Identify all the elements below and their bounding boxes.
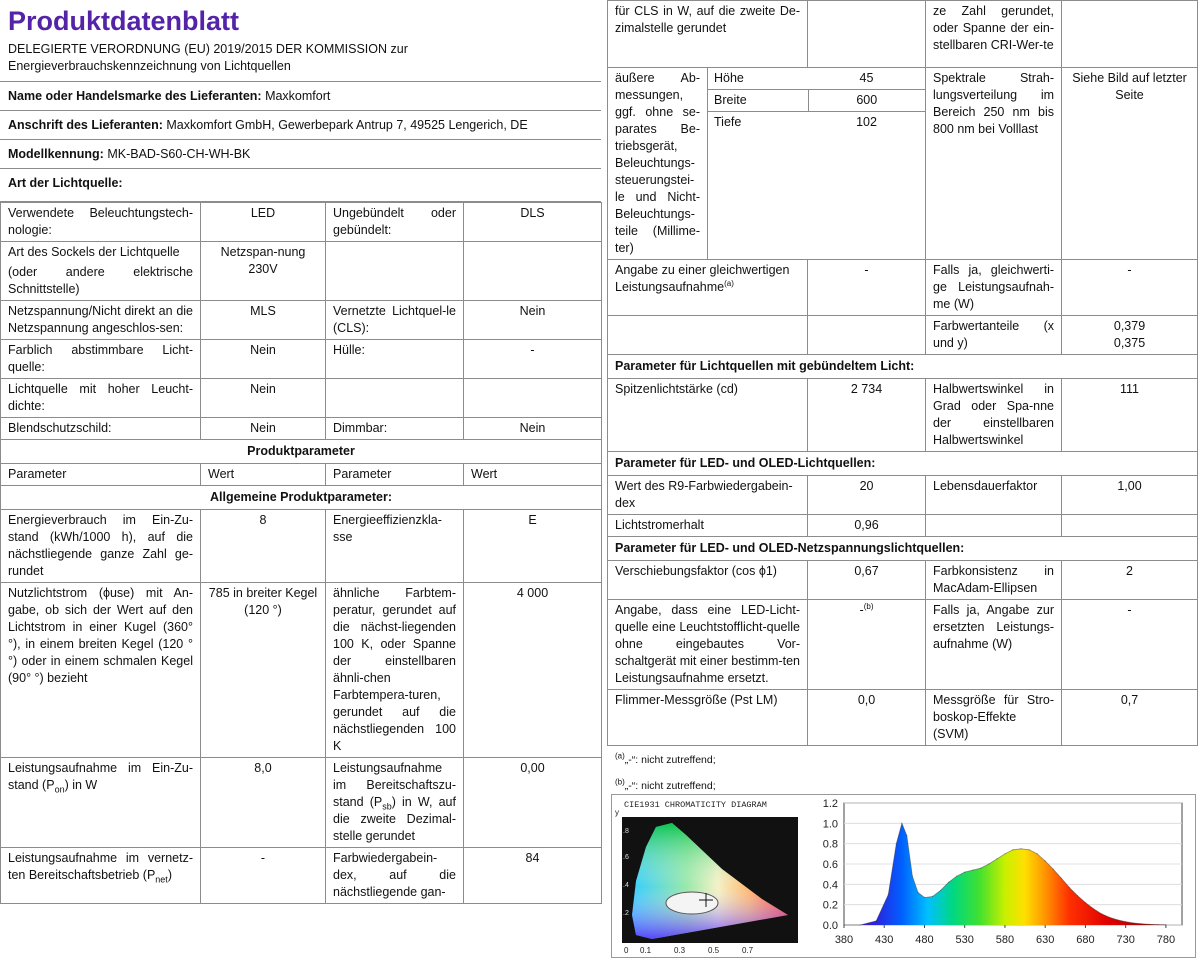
socket-note: (oder andere elektrische Schnittstelle)	[8, 265, 193, 296]
cell-value: -	[201, 848, 326, 904]
cell-value: Nein	[464, 301, 602, 340]
depth-value: 102	[856, 115, 877, 129]
cell-value: 0,96	[808, 515, 926, 537]
section-led-parameters: Parameter für LED- und OLED-Lichtquellen:	[608, 452, 1198, 476]
cie-y-tick: .2	[623, 910, 629, 917]
spd-y-tick: 1.2	[822, 798, 838, 810]
cell-value: 785 in breiter Kegel (120 °)	[201, 583, 326, 758]
cell-param: Netzspannung/Nicht direkt an die Netzspannung angeschlos-sen:	[1, 301, 201, 340]
depth-label: Tiefe	[714, 115, 742, 129]
column-header: Wert	[201, 464, 326, 486]
cell-param: Blendschutzschild:	[1, 418, 201, 440]
text-part: -	[859, 603, 864, 617]
spd-point	[1061, 878, 1062, 879]
chromaticity-x: 0,379	[1113, 319, 1146, 333]
table-row	[1, 418, 602, 440]
address-label: Anschrift des Lieferanten:	[8, 118, 163, 132]
cell-value: 2 734	[808, 379, 926, 452]
spd-point	[924, 897, 925, 898]
page-title: Produktdatenblatt	[8, 6, 240, 36]
spd-x-tick: 730	[1116, 934, 1135, 946]
table-row	[608, 260, 1198, 316]
table-row	[1, 510, 602, 583]
spd-point	[1077, 895, 1078, 896]
cie-chromaticity-diagram	[612, 795, 798, 955]
footnote-text: „-“: nicht zutreffend;	[624, 754, 716, 766]
charts-panel	[611, 794, 1196, 958]
section-header-row	[608, 537, 1198, 561]
spd-y-tick: 1.0	[822, 818, 838, 831]
text-part: )	[167, 868, 172, 882]
lightsource-type-label: Art der Lichtquelle:	[8, 176, 123, 190]
cie-y-tick: .6	[623, 854, 629, 861]
cell-param: Farbwiedergabein-dex, auf die nächstliegende gan-	[326, 848, 464, 904]
cell-param: Nutzlichtstrom (ϕuse) mit An-gabe, ob sich der Wert auf den Lichtstrom in einer Kugel (360° °), in einem breiten Kegel (120 °°) oder in einem schmalen Kegel (90° °) bezieht	[1, 583, 201, 758]
cie-y-tick: .4	[623, 882, 629, 889]
section-general-parameters: Allgemeine Produktparameter:	[1, 486, 602, 510]
table-row	[608, 515, 1198, 537]
column-header: Parameter	[326, 464, 464, 486]
cell-param	[1, 848, 201, 904]
cell-param: Spektrale Strah-lungsverteilung im Bereich 250 nm bis 800 nm bei Volllast	[926, 68, 1062, 260]
text-part: Leistungsaufnahme im Bereitschaftszu-stand (P	[333, 761, 456, 809]
cell-value: 0,67	[808, 561, 926, 600]
cell-param: Messgröße für Stro-boskop-Effekte (SVM)	[926, 690, 1062, 746]
cell-param: Verschiebungsfaktor (cos ϕ1)	[608, 561, 808, 600]
spd-point	[1093, 908, 1094, 909]
supplier-label: Name oder Handelsmarke des Lieferanten:	[8, 89, 262, 103]
cie-x-tick: 0.3	[674, 946, 686, 955]
spd-point	[948, 882, 949, 883]
spd-point	[917, 892, 918, 893]
cie-title: CIE1931 CHROMATICITY DIAGRAM	[624, 800, 767, 810]
spd-y-tick: 0.2	[822, 899, 838, 912]
supplier-value: Maxkomfort	[265, 89, 331, 103]
spd-point	[1101, 913, 1102, 914]
dimension-row	[708, 112, 925, 134]
cell-value: Nein	[201, 379, 326, 418]
subscript: on	[54, 784, 65, 795]
spd-x-tick: 530	[955, 934, 974, 946]
cell-param: Energieverbrauch im Ein-Zu-stand (kWh/1000 h), auf die nächstliegende ganze Zahl ge-rundet	[1, 510, 201, 583]
spd-point	[1069, 887, 1070, 888]
cell-param: ähnliche Farbtem-peratur, gerundet auf die nächst-liegenden 100 K, oder Spanne der einstellbaren ähnli-chen Farbtempera-turen, gerundet auf die nächstliegenden 100 K	[326, 583, 464, 758]
column-header-row	[1, 464, 602, 486]
spd-x-tick: 380	[834, 934, 854, 946]
text-part: Angabe zu einer gleichwertigen Leistungsaufnahme	[615, 263, 790, 294]
spectral-power-chart	[804, 795, 1194, 955]
cell-value	[464, 242, 602, 301]
cell-param: Halbwertswinkel in Grad oder Spa-nne der einstellbaren Halbwertswinkel	[926, 379, 1062, 452]
cell-value: 4 000	[464, 583, 602, 758]
model-row	[0, 140, 601, 169]
spd-point	[901, 823, 902, 824]
spd-point	[1149, 924, 1150, 925]
section-header-row	[1, 440, 602, 464]
spd-point	[980, 868, 981, 869]
cell-value: -	[464, 340, 602, 379]
cell-value: -	[1062, 260, 1198, 316]
subscript: net	[155, 874, 168, 885]
spd-x-tick-labels	[835, 934, 1175, 946]
socket-label: Art des Sockels der Lichtquelle	[8, 245, 180, 259]
spd-x-tick: 780	[1156, 934, 1176, 946]
cell-param	[326, 242, 464, 301]
spd-x-tick: 580	[995, 934, 1015, 946]
model-value: MK-BAD-S60-CH-WH-BK	[107, 147, 251, 161]
table-row	[608, 316, 1198, 355]
cell-value: Nein	[201, 418, 326, 440]
cell-param: für CLS in W, auf die zweite De-zimalstelle gerundet	[608, 1, 808, 68]
dimension-row	[708, 90, 925, 112]
spd-point	[860, 924, 861, 925]
spd-y-tick: 0.4	[822, 879, 838, 892]
footnote-mark: (a)	[615, 751, 625, 761]
spd-point	[1165, 924, 1166, 925]
spd-point	[876, 920, 877, 921]
text-part: ) in W, auf die zweite Dezimal-stelle gerundet	[333, 795, 456, 843]
cell-param: Farbwertanteile (x und y)	[926, 316, 1062, 355]
width-value: 600	[808, 90, 925, 112]
cie-x-tick: 0	[624, 946, 629, 955]
spd-point	[972, 870, 973, 871]
spd-y-tick-labels	[823, 798, 838, 932]
spd-point	[843, 924, 844, 925]
column-header: Parameter	[1, 464, 201, 486]
table-row	[608, 561, 1198, 600]
cie-y-tick: .8	[623, 828, 629, 835]
column-header: Wert	[464, 464, 602, 486]
table-row	[608, 1, 1198, 68]
address-value: Maxkomfort GmbH, Gewerbepark Antrup 7, 49525 Lengerich, DE	[166, 118, 528, 132]
cell-param: Lichtquelle mit hoher Leucht-dichte:	[1, 379, 201, 418]
cell-value: 8	[201, 510, 326, 583]
cell-value: Siehe Bild auf letzter Seite	[1062, 68, 1198, 260]
height-label: Höhe	[714, 71, 744, 85]
cell-value: DLS	[464, 203, 602, 242]
dimensions-values	[708, 68, 926, 260]
cell-param: ze Zahl gerundet, oder Spanne der ein-stellbaren CRI-Wer-te	[926, 1, 1062, 68]
section-mains-parameters: Parameter für LED- und OLED-Netzspannungslichtquellen:	[608, 537, 1198, 561]
subscript: sb	[382, 801, 392, 812]
cell-value: E	[464, 510, 602, 583]
cell-param: Farbkonsistenz in MacAdam-Ellipsen	[926, 561, 1062, 600]
chromaticity-y: 0,375	[1113, 336, 1146, 350]
table-row	[1, 301, 602, 340]
table-row	[608, 690, 1198, 746]
cell-param: Falls ja, Angabe zur ersetzten Leistungs-aufnahme (W)	[926, 600, 1062, 690]
text-part: ) in W	[64, 778, 98, 792]
table-row	[608, 600, 1198, 690]
cell-value: Nein	[464, 418, 602, 440]
table-row	[1, 848, 602, 904]
cell-param: Verwendete Beleuchtungstech-nologie:	[1, 203, 201, 242]
spd-point	[1085, 902, 1086, 903]
cell-value: Netzspan-nung 230V	[201, 242, 326, 301]
table-row	[1, 340, 602, 379]
spd-point	[1117, 919, 1118, 920]
cell-param: Flimmer-Messgröße (Pst LM)	[608, 690, 808, 746]
spd-point	[1157, 924, 1158, 925]
spd-point	[1133, 922, 1134, 923]
footnote-a	[607, 750, 1197, 772]
cell-value: 8,0	[201, 758, 326, 848]
cell-value	[1062, 316, 1198, 355]
footnote-text: „-“: nicht zutreffend;	[624, 780, 716, 792]
spd-point	[888, 894, 889, 895]
cell-value	[1062, 515, 1198, 537]
spd-point	[896, 843, 897, 844]
cell-value: 20	[808, 476, 926, 515]
cie-x-tick: 0.1	[640, 946, 652, 955]
dimensions-row	[608, 68, 1198, 260]
spd-point	[1053, 869, 1054, 870]
cell-param: Angabe, dass eine LED-Licht-quelle eine Leuchtstofflicht-quelle ohne eingebautes Vor-schaltgerät mit einer bestimm-ten Leistungsaufnahme ersetzt.	[608, 600, 808, 690]
cell-value	[808, 316, 926, 355]
spd-x-tick: 480	[915, 934, 934, 946]
spd-point	[1037, 853, 1038, 854]
cell-value: 2	[1062, 561, 1198, 600]
width-label: Breite	[708, 90, 808, 112]
cie-ylabel: y	[615, 808, 619, 817]
cell-param: Energieeffizienzkla-sse	[326, 510, 464, 583]
cell-param: Lichtstromerhalt	[608, 515, 808, 537]
height-value: 45	[859, 71, 874, 85]
cell-value: LED	[201, 203, 326, 242]
spd-x-tick: 680	[1076, 934, 1095, 946]
cie-x-tick: 0.5	[708, 946, 720, 955]
spd-y-tick: 0.0	[822, 920, 838, 932]
cell-value: 0,0	[808, 690, 926, 746]
table-row	[1, 758, 602, 848]
cell-param	[608, 316, 808, 355]
text-part: Leistungsaufnahme im vernetz-ten Bereitschaftsbetrieb (P	[8, 851, 193, 882]
cell-param: Vernetzte Lichtquel-le (CLS):	[326, 301, 464, 340]
spd-point	[988, 863, 989, 864]
right-data-table	[607, 0, 1198, 746]
cie-x-tick: 0.7	[742, 946, 754, 955]
spd-y-tick: 0.6	[822, 859, 838, 871]
cell-param	[326, 379, 464, 418]
spd-x-tick: 630	[1036, 934, 1055, 946]
footnote-mark: (b)	[615, 777, 625, 787]
dimension-row	[708, 68, 925, 90]
spd-point	[1109, 917, 1110, 918]
spd-point	[956, 876, 957, 877]
supplier-row	[0, 82, 601, 111]
cell-value: Nein	[201, 340, 326, 379]
cell-param	[1, 758, 201, 848]
section-product-parameters: Produktparameter	[1, 440, 602, 464]
right-column	[607, 0, 1197, 798]
text-part: Leistungsaufnahme im Ein-Zu-stand (P	[8, 761, 193, 792]
cell-param	[926, 515, 1062, 537]
table-row	[1, 379, 602, 418]
spd-point	[1045, 860, 1046, 861]
spd-x-tick: 430	[875, 934, 894, 946]
lightsource-type-row	[0, 169, 601, 202]
spd-point	[1029, 849, 1030, 850]
cell-value	[464, 379, 602, 418]
spd-y-tick: 0.8	[822, 838, 838, 851]
section-beam-parameters: Parameter für Lichtquellen mit gebündeltem Licht:	[608, 355, 1198, 379]
dimensions-label: äußere Ab-messungen, ggf. ohne se-parates Be-triebsgerät, Beleuchtungs-steuerungstei-le und Nicht-Beleuchtungs-teile (Millime-ter)	[608, 68, 708, 260]
section-header-row	[608, 452, 1198, 476]
cell-value: 84	[464, 848, 602, 904]
spd-point	[1141, 923, 1142, 924]
cell-param: Ungebündelt oder gebündelt:	[326, 203, 464, 242]
cell-value	[1062, 1, 1198, 68]
table-row	[608, 379, 1198, 452]
spd-point	[912, 876, 913, 877]
spd-point	[996, 858, 997, 859]
spd-point	[1012, 849, 1013, 850]
section-header-row	[608, 355, 1198, 379]
cell-value: -	[1062, 600, 1198, 690]
regulation-text: DELEGIERTE VERORDNUNG (EU) 2019/2015 DER KOMMISSION zur Energieverbrauchskennzeichnung von Lichtquellen	[0, 41, 601, 82]
cell-value: MLS	[201, 301, 326, 340]
cell-value: 0,00	[464, 758, 602, 848]
cell-param: Falls ja, gleichwerti-ge Leistungsaufnah-me (W)	[926, 260, 1062, 316]
cell-value	[808, 600, 926, 690]
spd-point	[1004, 853, 1005, 854]
cell-value: 1,00	[1062, 476, 1198, 515]
section-header-row	[1, 486, 602, 510]
cell-param	[326, 758, 464, 848]
cell-param	[608, 260, 808, 316]
superscript: (a)	[724, 278, 734, 288]
table-row	[608, 476, 1198, 515]
superscript: (b)	[863, 601, 874, 611]
dimensions-subtable	[708, 68, 925, 133]
table-row	[1, 203, 602, 242]
cell-param: Lebensdauerfaktor	[926, 476, 1062, 515]
spd-point	[964, 872, 965, 873]
cell-value: 0,7	[1062, 690, 1198, 746]
cell-param: Farblich abstimmbare Licht-quelle:	[1, 340, 201, 379]
model-label: Modellkennung:	[8, 147, 104, 161]
address-row	[0, 111, 601, 140]
cie-ellipse	[666, 892, 718, 914]
spd-point	[1020, 848, 1021, 849]
spd-point	[932, 896, 933, 897]
spd-point	[906, 835, 907, 836]
left-data-table	[0, 202, 602, 904]
cell-param: Wert des R9-Farbwiedergabein-dex	[608, 476, 808, 515]
cell-param: Dimmbar:	[326, 418, 464, 440]
table-row	[1, 242, 602, 301]
cell-param	[1, 242, 201, 301]
cell-param: Spitzenlichtstärke (cd)	[608, 379, 808, 452]
cell-value: 111	[1062, 379, 1198, 452]
table-row	[1, 583, 602, 758]
cell-value: -	[808, 260, 926, 316]
cell-param: Hülle:	[326, 340, 464, 379]
spd-point	[1125, 921, 1126, 922]
cell-value	[808, 1, 926, 68]
left-column	[0, 0, 601, 904]
spd-point	[940, 890, 941, 891]
